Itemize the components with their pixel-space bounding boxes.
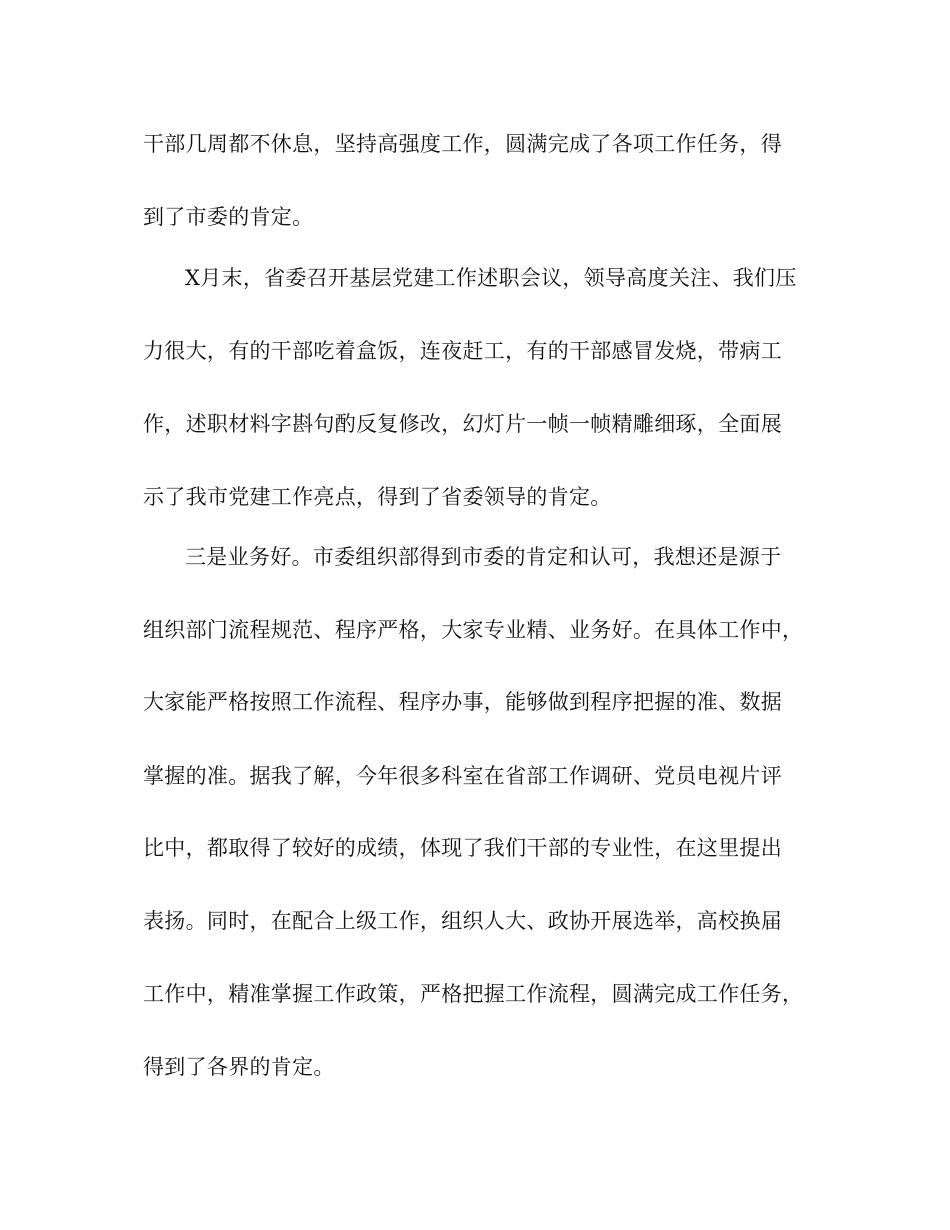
text-line: 得到了各界的肯定。 xyxy=(143,1055,335,1079)
text-line: 大家能严格按照工作流程、程序办事，能够做到程序把握的准、数据 xyxy=(143,690,782,714)
text-line: 比中，都取得了较好的成绩，体现了我们干部的专业性，在这里提出 xyxy=(143,836,782,860)
text-line: 到了市委的肯定。 xyxy=(143,205,314,229)
text-line: 作，述职材料字斟句酌反复修改，幻灯片一帧一帧精雕细琢，全面展 xyxy=(143,412,782,436)
text-line: 组织部门流程规范、程序严格，大家专业精、业务好。在具体工作中， xyxy=(143,618,804,642)
paragraph-start-line: X月末，省委召开基层党建工作述职会议，领导高度关注、我们压 xyxy=(185,266,797,290)
text-line: 力很大，有的干部吃着盒饭，连夜赶工，有的干部感冒发烧，带病工 xyxy=(143,339,782,363)
paragraph-start-line: 三是业务好。市委组织部得到市委的肯定和认可，我想还是源于 xyxy=(185,545,782,569)
text-line: 示了我市党建工作亮点，得到了省委领导的肯定。 xyxy=(143,485,612,509)
text-line: 掌握的准。据我了解，今年很多科室在省部工作调研、党员电视片评 xyxy=(143,764,782,788)
text-line: 工作中，精准掌握工作政策，严格把握工作流程，圆满完成工作任务， xyxy=(143,982,804,1006)
text-line: 表扬。同时，在配合上级工作，组织人大、政协开展选举，高校换届 xyxy=(143,909,782,933)
text-line: 干部几周都不休息，坚持高强度工作，圆满完成了各项工作任务，得 xyxy=(143,132,782,156)
